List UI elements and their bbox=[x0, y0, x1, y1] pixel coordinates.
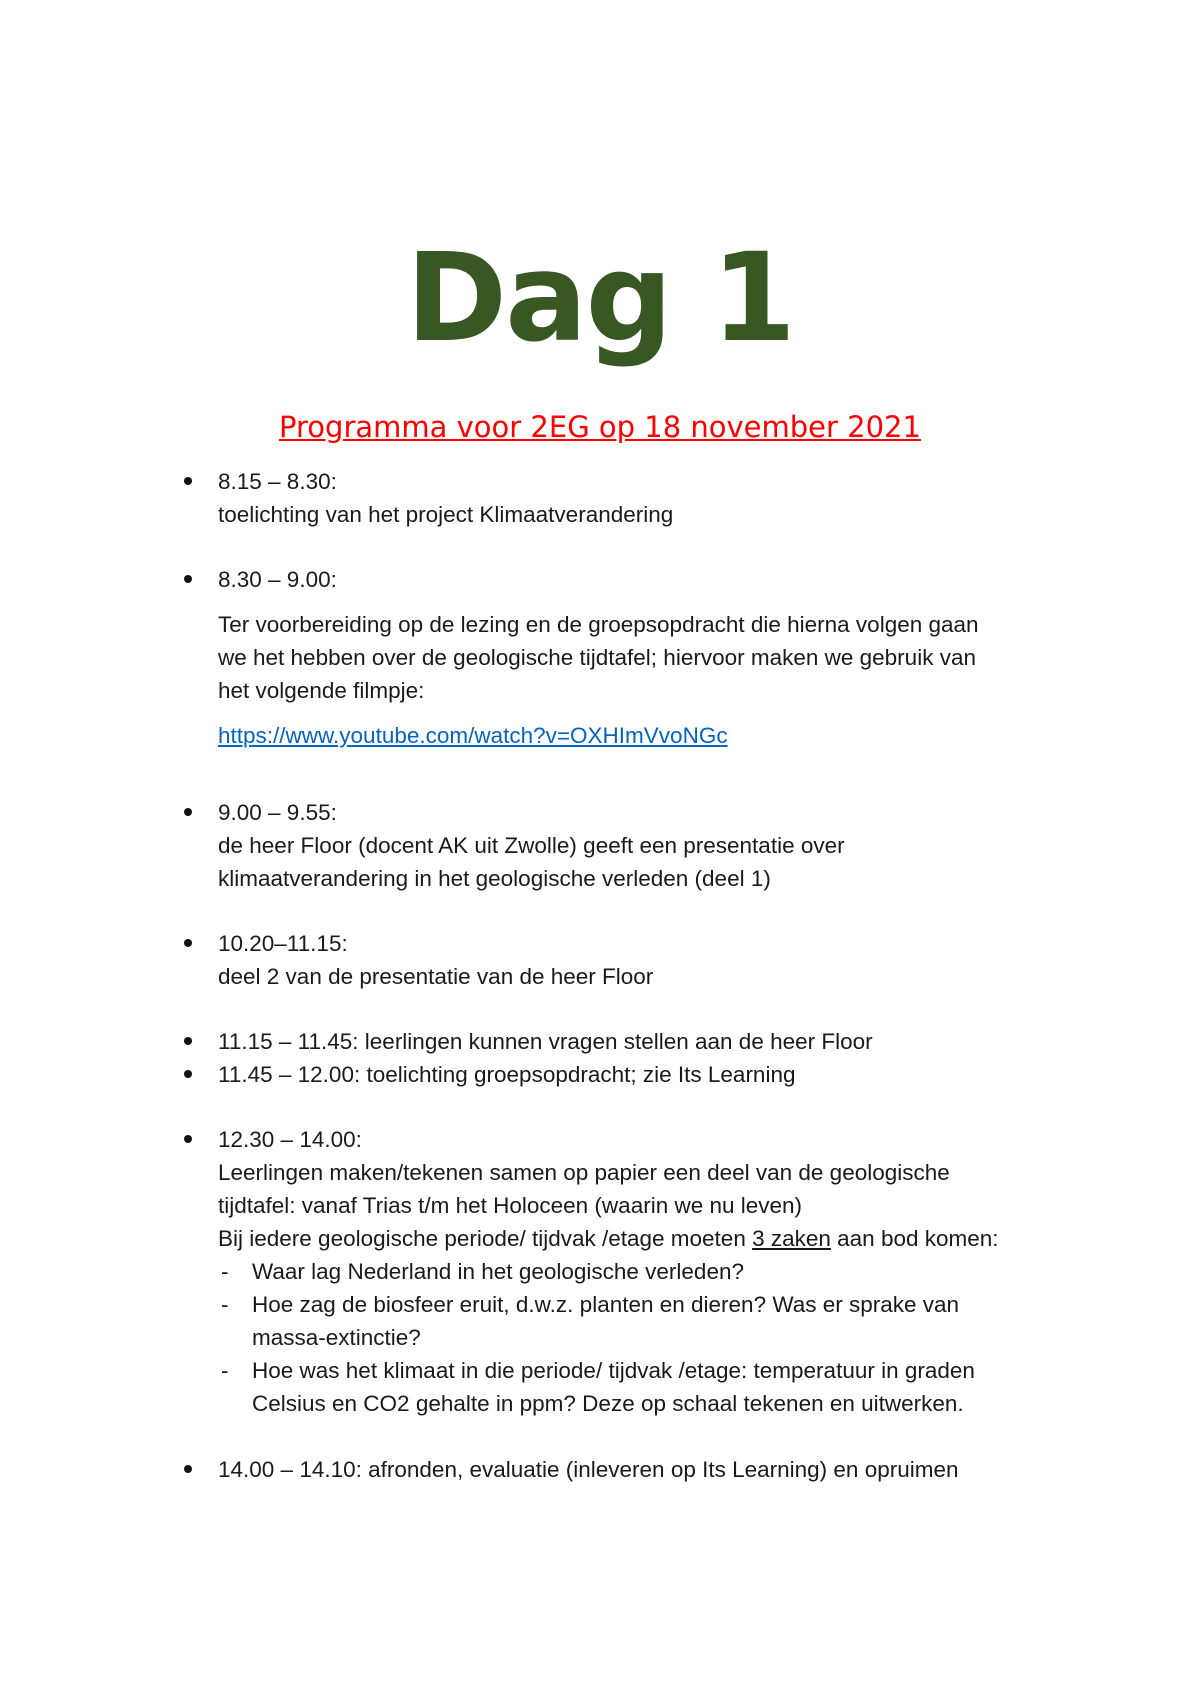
dash-marker: - bbox=[221, 1259, 229, 1284]
item-text: 14.00 – 14.10: afronden, evaluatie (inleveren op Its Learning) en opruimen bbox=[218, 1457, 959, 1482]
item-text-line: tijdtafel: vanaf Trias t/m het Holoceen (waarin we nu leven) bbox=[218, 1193, 803, 1218]
item-text: 11.45 – 12.00: toelichting groepsopdracht; zie Its Learning bbox=[218, 1062, 796, 1087]
bullet-icon bbox=[184, 575, 192, 583]
bullet-icon bbox=[184, 808, 192, 816]
item-text: deel 2 van de presentatie van de heer Floor bbox=[218, 964, 654, 989]
bullet-icon bbox=[184, 477, 192, 485]
item-time: 8.30 – 9.00: bbox=[218, 567, 337, 592]
item-text: toelichting van het project Klimaatverandering bbox=[218, 502, 674, 527]
item-text-line: klimaatverandering in het geologische verleden (deel 1) bbox=[218, 866, 771, 891]
criteria-intro-end: aan bod komen: bbox=[830, 1226, 999, 1251]
sub-item-line: Hoe was het klimaat in die periode/ tijdvak /etage: temperatuur in graden bbox=[252, 1358, 975, 1383]
bullet-icon bbox=[184, 1465, 192, 1473]
bullet-icon bbox=[184, 939, 192, 947]
item-text: 11.15 – 11.45: leerlingen kunnen vragen stellen aan de heer Floor bbox=[218, 1029, 873, 1054]
youtube-link[interactable]: https://www.youtube.com/watch?v=OXHImVvoNGc bbox=[218, 723, 728, 748]
sub-item-line: Celsius en CO2 gehalte in ppm? Deze op schaal tekenen en uitwerken. bbox=[252, 1391, 964, 1416]
item-time: 10.20–11.15: bbox=[218, 931, 348, 956]
criteria-count: 3 zaken bbox=[752, 1226, 831, 1251]
item-time: 9.00 – 9.55: bbox=[218, 800, 337, 825]
sub-item-line: massa-extinctie? bbox=[252, 1325, 421, 1350]
criteria-intro bbox=[218, 1222, 999, 1255]
item-text-line: Leerlingen maken/tekenen samen op papier een deel van de geologische bbox=[218, 1160, 950, 1185]
bullet-icon bbox=[184, 1135, 192, 1143]
criteria-intro-start: Bij iedere geologische periode/ tijdvak /etage moeten bbox=[218, 1226, 753, 1251]
bullet-icon bbox=[184, 1070, 192, 1078]
page-subtitle: Programma voor 2EG op 18 november 2021 bbox=[279, 410, 921, 444]
page-title: Dag 1 bbox=[405, 227, 795, 369]
sub-item-line: Hoe zag de biosfeer eruit, d.w.z. planten en dieren? Was er sprake van bbox=[252, 1292, 960, 1317]
item-time: 12.30 – 14.00: bbox=[218, 1127, 362, 1152]
item-text-line: de heer Floor (docent AK uit Zwolle) geeft een presentatie over bbox=[218, 833, 845, 858]
item-text-line: we het hebben over de geologische tijdtafel; hiervoor maken we gebruik van bbox=[218, 645, 976, 670]
sub-item-line: Waar lag Nederland in het geologische verleden? bbox=[252, 1259, 744, 1284]
dash-marker: - bbox=[221, 1358, 229, 1383]
dash-marker: - bbox=[221, 1292, 229, 1317]
item-text-line: het volgende filmpje: bbox=[218, 678, 425, 703]
item-time: 8.15 – 8.30: bbox=[218, 469, 337, 494]
bullet-icon bbox=[184, 1037, 192, 1045]
item-text-line: Ter voorbereiding op de lezing en de groepsopdracht die hierna volgen gaan bbox=[218, 612, 979, 637]
